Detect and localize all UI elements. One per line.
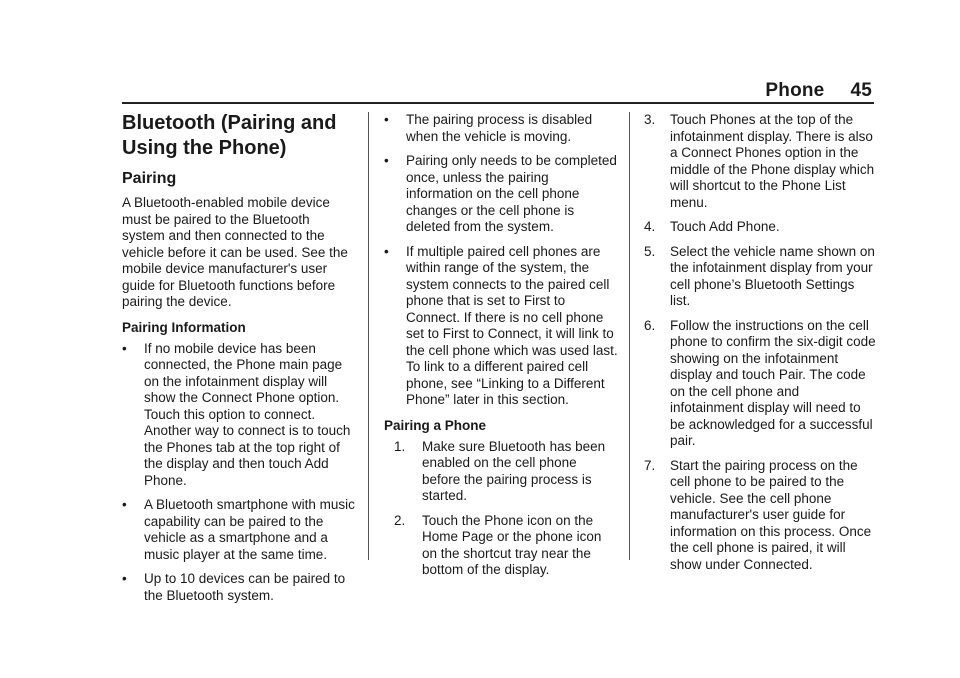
column-divider-1 xyxy=(368,112,369,560)
step-text: Start the pairing process on the cell phone to be paired to the vehicle. See the cell phone manufacturer's user guide for information on this process. Once the cell phone is paired, it will show under Connected. xyxy=(670,457,872,572)
page-number: 45 xyxy=(850,80,872,101)
step-item xyxy=(644,458,876,574)
bullet-marker: • xyxy=(384,243,389,259)
bullet-text: A Bluetooth smartphone with music capability can be paired to the vehicle as a smartphone and a music player at the same time. xyxy=(144,497,355,562)
bullet-marker: • xyxy=(384,112,389,127)
bullet-text: Pairing only needs to be completed once, unless the pairing information on the cell phone changes or the cell phone is deleted from the system. xyxy=(406,153,617,234)
bullet-marker: • xyxy=(122,340,127,356)
list-item xyxy=(122,571,356,604)
bullet-text: The pairing process is disabled when the vehicle is moving. xyxy=(406,112,593,144)
step-number: 2. xyxy=(394,512,406,528)
step-item xyxy=(644,318,876,450)
step-number: 5. xyxy=(644,243,656,259)
bullet-marker: • xyxy=(122,497,127,512)
step-number: 4. xyxy=(644,219,656,234)
step-item xyxy=(644,244,876,310)
step-text: Touch Phones at the top of the infotainment display. There is also a Connect Phones option in the middle of the Phone display which will shortcut to the Phone List menu. xyxy=(670,112,875,210)
header-rule xyxy=(122,102,874,104)
pairing-phone-heading: Pairing a Phone xyxy=(384,417,487,433)
list-item xyxy=(384,244,618,409)
step-item xyxy=(644,112,876,211)
bullet-text: If no mobile device has been connected, the Phone main page on the infotainment display will show the Connect Phone option. Touch this option to connect. Another way to connect is to touch the Phones tab at the top right of the display and then touch Add Phone. xyxy=(144,340,351,488)
step-number: 6. xyxy=(644,317,656,333)
step-text: Touch the Phone icon on the Home Page or the phone icon on the shortcut tray near the bottom of the display. xyxy=(422,512,602,577)
page-header xyxy=(765,80,872,102)
step-item xyxy=(644,219,876,236)
pairing-info-heading: Pairing Information xyxy=(122,319,246,335)
list-item xyxy=(122,341,356,490)
step-text: Touch Add Phone. xyxy=(670,219,780,234)
step-item xyxy=(394,439,618,505)
bullet-text: Up to 10 devices can be paired to the Bluetooth system. xyxy=(144,571,346,603)
column-3 xyxy=(644,108,876,581)
column-2 xyxy=(384,108,618,587)
bullet-marker: • xyxy=(384,153,389,168)
step-number: 1. xyxy=(394,438,406,454)
bullet-text: If multiple paired cell phones are within range of the system, the system connects to the paired cell phone that is set to First to Connect. If there is no cell phone set to First to Connect, it will link to the cell phone which was used last. To link to a different paired cell phone, see “Linking to a Different Phone” later in this section. xyxy=(406,243,618,407)
step-item xyxy=(394,513,618,579)
step-number: 7. xyxy=(644,457,656,473)
list-item xyxy=(384,153,618,236)
steps-list xyxy=(394,439,618,579)
list-item xyxy=(384,112,618,145)
intro-paragraph: A Bluetooth-enabled mobile device must be paired to the Bluetooth system and then connected to the vehicle before it can be used. See the mobile device manufacturer's user guide for Bluetooth functions before pairing the device. xyxy=(122,195,348,309)
step-number: 3. xyxy=(644,112,656,127)
list-item xyxy=(122,497,356,563)
step-text: Follow the instructions on the cell phone to confirm the six-digit code showing on the infotainment display and touch Pair. The code on the cell phone and infotainment display will need to be acknowledged for a successful pair. xyxy=(670,317,876,448)
step-text: Select the vehicle name shown on the infotainment display from your cell phone’s Bluetooth Settings list. xyxy=(670,243,875,308)
bullet-marker: • xyxy=(122,571,127,586)
pairing-heading: Pairing xyxy=(122,170,177,187)
column-divider-2 xyxy=(629,112,630,560)
step-text: Make sure Bluetooth has been enabled on the cell phone before the pairing process is started. xyxy=(422,438,606,503)
column-1 xyxy=(122,108,356,612)
section-title: Phone xyxy=(765,80,825,101)
page-title: Bluetooth (Pairing and Using the Phone) xyxy=(122,112,337,159)
